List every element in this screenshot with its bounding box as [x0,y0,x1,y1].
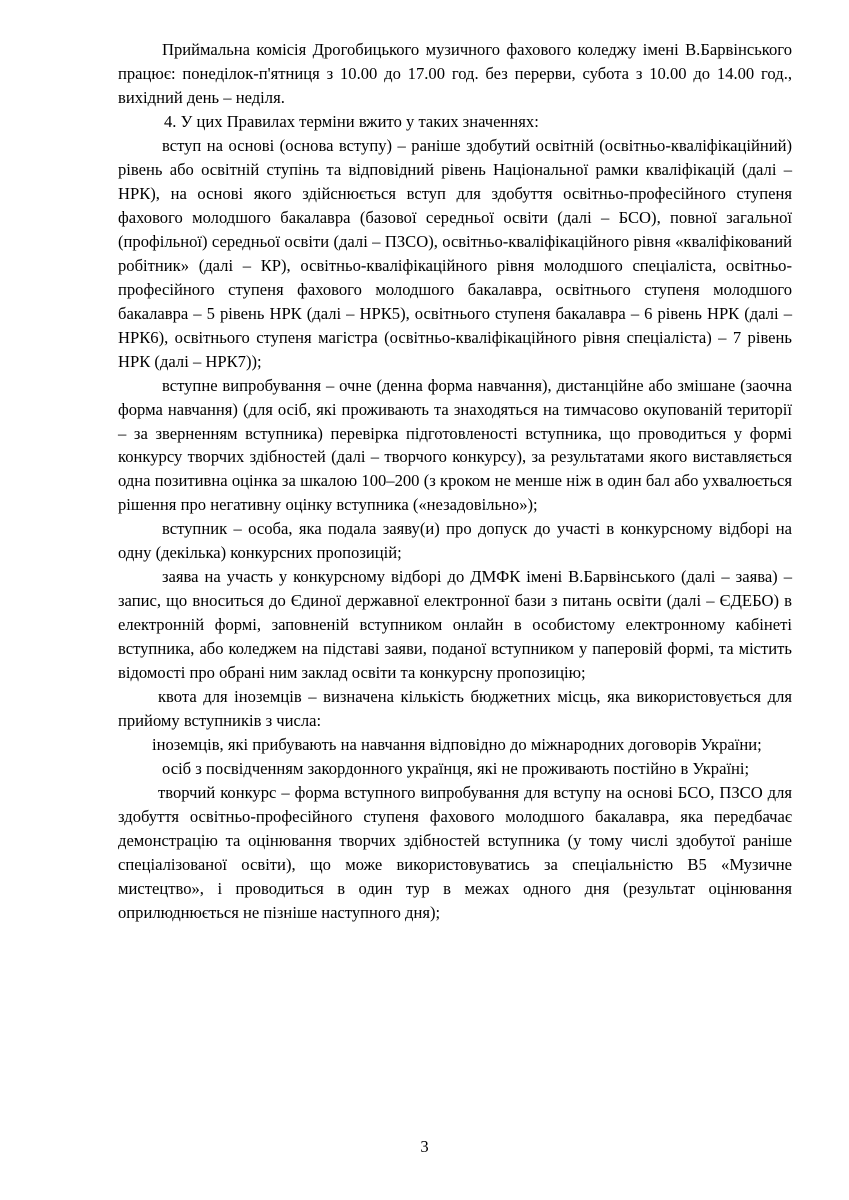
page-number: 3 [420,1137,429,1156]
document-body [118,38,792,925]
paragraph-quota-item-diaspora: осіб з посвідченням закордонного українця, які не проживають постійно в Україні; [162,759,750,779]
paragraph-term-applicant: вступник – особа, яка подала заяву(и) про допуск до участі в конкурсному відборі на одну (декілька) конкурсних пропозицій; [118,519,792,563]
paragraph-term-admission-basis: вступ на основі (основа вступу) – раніше здобутий освітній (освітньо-кваліфікаційний) рівень або освітній ступінь та відповідний рівень Національної рамки кваліфікацій (далі – НРК), на основі якого здійснюється вступ для здобуття освітньо-професійного ступеня фахового молодшого бакалавра (базової середньої освіти (далі – БСО), повної загальної (профільної) середньої освіти (далі – ПЗСО), освітньо-кваліфікаційного рівня «кваліфікований робітник» (далі – КР), освітньо-кваліфікаційного рівня молодшого спеціаліста, освітньо-професійного ступеня фахового молодшого бакалавра, освітнього ступеня молодшого бакалавра – 5 рівень НРК (далі – НРК5), освітнього ступеня бакалавра – 6 рівень НРК (далі – НРК6), освітнього ступеня магістра (освітньо-кваліфікаційного рівня спеціаліста) – 7 рівень НРК (далі – НРК7)); [118,135,792,371]
paragraph-term-application: заява на участь у конкурсному відборі до ДМФК імені В.Барвінського (далі – заява) – запис, що вноситься до Єдиної державної електронної бази з питань освіти (далі – ЄДЕБО) в електронній формі, заповненій вступником онлайн в особистому електронному кабінеті вступника, або коледжем на підставі заяви, поданої вступником у паперовій формі, та містить відомості про обрані ним заклад освіти та конкурсну пропозицію; [118,567,792,683]
paragraph-term-foreigner-quota: квота для іноземців – визначена кількість бюджетних місць, яка використовується для прийому вступників з числа: [118,687,792,731]
paragraph-working-hours: Приймальна комісія Дрогобицького музичного фахового коледжу імені В.Барвінського працює: понеділок-п'ятниця з 10.00 до 17.00 год. без перерви, субота з 10.00 до 14.00 год., вихідний день – неділя. [118,40,792,107]
paragraph-term-entrance-exam: вступне випробування – очне (денна форма навчання), дистанційне або змішане (заочна форма навчання) (для осіб, які проживають та знаходяться на тимчасово окупованій території – за зверненням вступника) перевірка підготовленості вступника, що проводиться у формі конкурсу творчих здібностей (далі – творчого конкурсу), за результатами якого виставляється одна позитивна оцінка за шкалою 100–200 (з кроком не менше ніж в один бал або ухвалюється рішення про негативну оцінку вступника («незадовільно»); [118,375,792,515]
paragraph-quota-item-treaties: іноземців, які прибувають на навчання відповідно до міжнародних договорів України; [152,735,762,755]
paragraph-clause-4: 4. У цих Правилах терміни вжито у таких значеннях: [164,111,539,131]
paragraph-term-creative-contest: творчий конкурс – форма вступного випробування для вступу на основі БСО, ПЗСО для здобуття освітньо-професійного ступеня фахового молодшого бакалавра, яка передбачає демонстрацію та оцінювання творчих здібностей вступника (у тому числі здобутої раніше спеціалізованої освіти), що може використовуватись за спеціальністю В5 «Музичне мистецтво», і проводиться в один тур в межах одного дня (результат оцінювання оприлюднюється не пізніше наступного дня); [118,783,792,922]
